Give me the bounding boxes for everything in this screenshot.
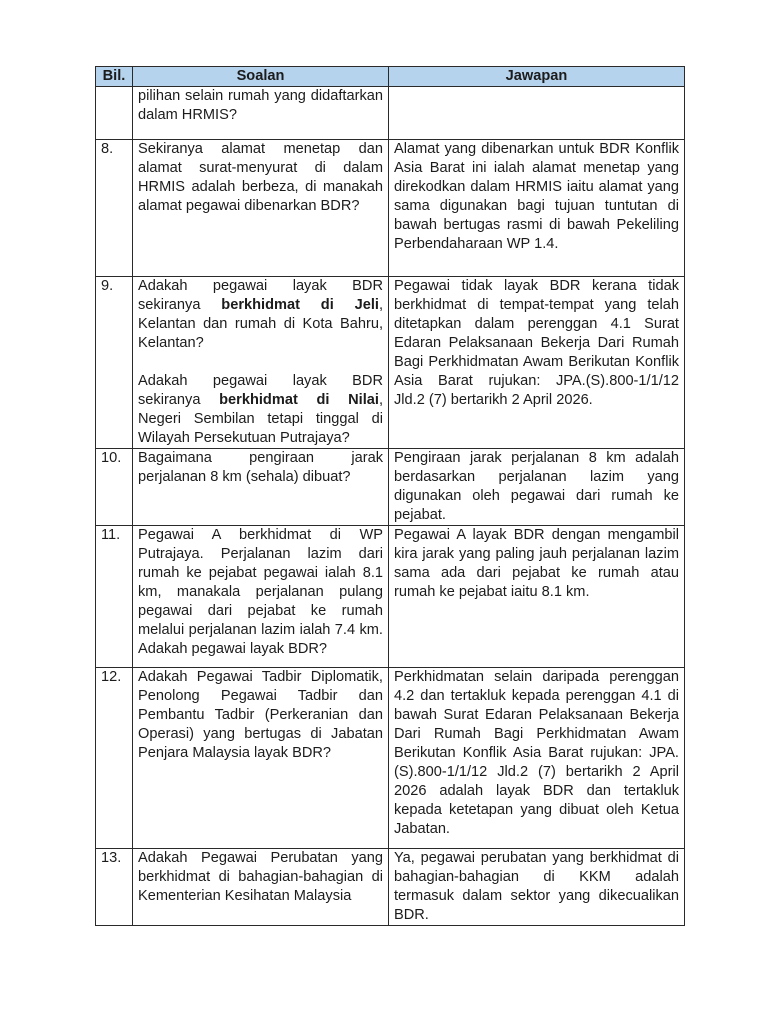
row-number: 9. xyxy=(96,277,133,449)
header-jawapan: Jawapan xyxy=(389,67,685,87)
question-text: Adakah pegawai layak BDR sekiranya berkhidmat di Nilai, Negeri Sembilan tetapi tinggal di Wilayah Persekutuan Putrajaya? xyxy=(138,373,384,446)
answer-cell xyxy=(389,277,685,449)
answer-cell xyxy=(389,668,685,849)
answer-cell xyxy=(389,526,685,668)
row-number: 11. xyxy=(96,526,133,668)
table-row xyxy=(96,668,685,849)
header-soalan: Soalan xyxy=(133,67,389,87)
question-text: Adakah pegawai layak BDR sekiranya berkhidmat di Jeli, Kelantan dan rumah di Kota Bahru, Kelantan? xyxy=(138,278,383,351)
table-row xyxy=(96,140,685,277)
answer-text: Ya, pegawai perubatan yang berkhidmat di bahagian-bahagian di KKM adalah termasuk dalam sektor yang dikecualikan BDR. xyxy=(394,850,679,923)
question-text: Adakah Pegawai Tadbir Diplomatik, Penolong Pegawai Tadbir dan Pembantu Tadbir (Perkeranian dan Operasi) yang bertugas di Jabatan Penjara Malaysia layak BDR? xyxy=(138,669,383,761)
row-number: 10. xyxy=(96,449,133,526)
answer-text: Alamat yang dibenarkan untuk BDR Konflik Asia Barat ini ialah alamat menetap yang direkodkan dalam HRMIS iaitu alamat yang sama digunakan bagi tujuan tuntutan di bawah bertugas rasmi di bawah Pekeliling Perbendaharaan WP 1.4. xyxy=(394,141,679,252)
answer-text: Pegawai A layak BDR dengan mengambil kira jarak yang paling jauh perjalanan lazim sama ada dari pejabat ke rumah atau rumah ke pejabat iaitu 8.1 km. xyxy=(394,527,679,600)
table-header-row xyxy=(96,67,685,87)
question-text: Sekiranya alamat menetap dan alamat surat-menyurat di dalam HRMIS adalah berbeza, di manakah alamat pegawai dibenarkan BDR? xyxy=(138,141,383,214)
row-number xyxy=(96,87,133,140)
question-cell xyxy=(133,849,389,926)
row-number: 13. xyxy=(96,849,133,926)
question-text: pilihan selain rumah yang didaftarkan dalam HRMIS? xyxy=(138,88,383,123)
question-cell xyxy=(133,449,389,526)
question-cell xyxy=(133,668,389,849)
answer-cell xyxy=(389,849,685,926)
answer-cell xyxy=(389,140,685,277)
header-bil: Bil. xyxy=(96,67,133,87)
question-cell xyxy=(133,140,389,277)
table-row xyxy=(96,277,685,449)
answer-cell xyxy=(389,87,685,140)
row-number: 8. xyxy=(96,140,133,277)
question-cell xyxy=(133,277,389,449)
question-cell xyxy=(133,87,389,140)
table-row xyxy=(96,849,685,926)
table-row xyxy=(96,449,685,526)
question-text: Pegawai A berkhidmat di WP Putrajaya. Perjalanan lazim dari rumah ke pejabat pegawai ialah 8.1 km, manakala perjalanan pulang pegawai dari pejabat ke rumah melalui perjalanan lazim ialah 7.4 km. Adakah pegawai layak BDR? xyxy=(138,527,383,657)
answer-text: Pegawai tidak layak BDR kerana tidak berkhidmat di tempat-tempat yang telah ditetapkan dalam perenggan 4.1 Surat Edaran Pelaksanaan Bekerja Dari Rumah Bagi Perkhidmatan Awam Berikutan Konflik Asia Barat rujukan: JPA.(S).800-1/1/12 Jld.2 (7) bertarikh 2 April 2026. xyxy=(394,278,679,408)
emphasis-text: berkhidmat di Jeli xyxy=(221,297,379,313)
question-text: Adakah Pegawai Perubatan yang berkhidmat di bahagian-bahagian di Kementerian Kesihatan Malaysia xyxy=(138,850,383,904)
answer-cell xyxy=(389,449,685,526)
row-number: 12. xyxy=(96,668,133,849)
faq-table xyxy=(95,66,685,926)
table-row xyxy=(96,526,685,668)
emphasis-text: berkhidmat di Nilai xyxy=(219,392,379,408)
question-cell xyxy=(133,526,389,668)
table-row xyxy=(96,87,685,140)
answer-text: Pengiraan jarak perjalanan 8 km adalah berdasarkan perjalanan lazim yang digunakan oleh pegawai dari rumah ke pejabat. xyxy=(394,450,679,523)
question-text: Bagaimana pengiraan jarak perjalanan 8 km (sehala) dibuat? xyxy=(138,450,383,485)
answer-text: Perkhidmatan selain daripada perenggan 4.2 dan tertakluk kepada perenggan 4.1 di bawah Surat Edaran Pelaksanaan Bekerja Dari Rumah Bagi Perkhidmatan Awam Berikutan Konflik Asia Barat rujukan: JPA.(S).800-1/1/12 Jld.2 (7) bertarikh 2 April 2026 adalah layak BDR dan tertakluk kepada ketetapan yang dibuat oleh Ketua Jabatan. xyxy=(394,669,679,837)
